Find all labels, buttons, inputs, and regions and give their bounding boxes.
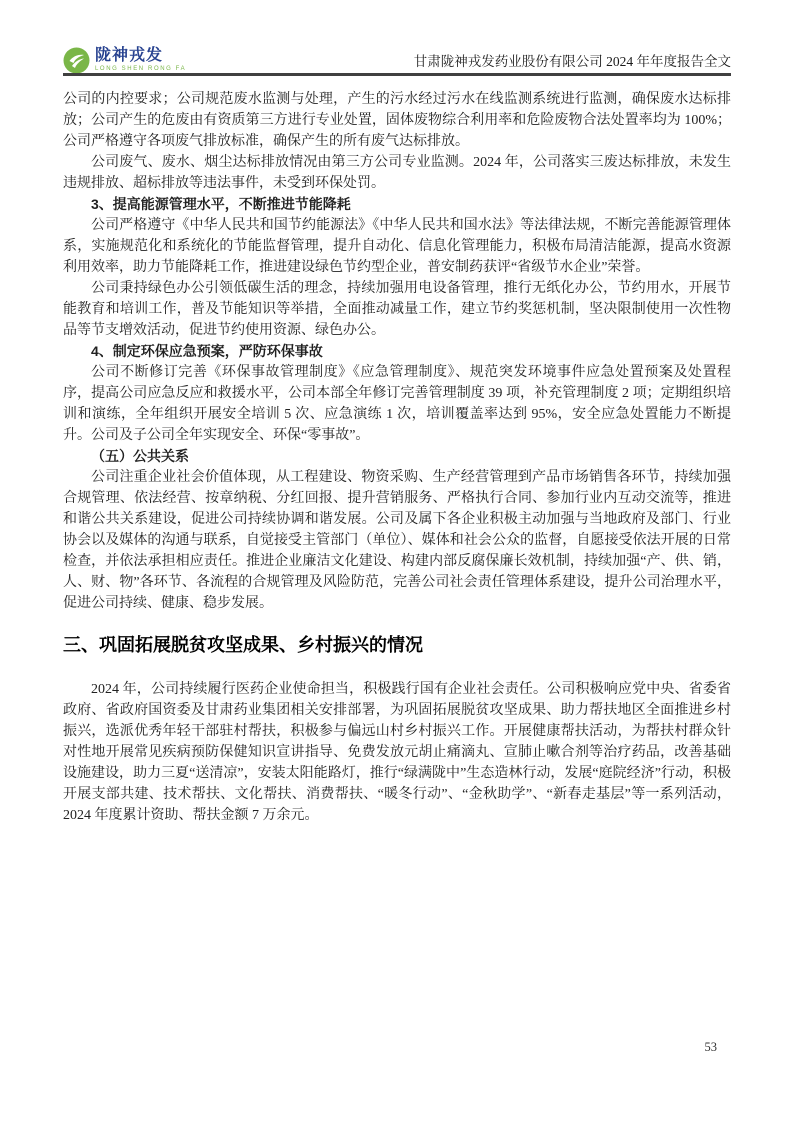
paragraph-emissions-monitoring: 公司废气、废水、烟尘达标排放情况由第三方公司专业监测。2024 年，公司落实三废达标排放，未发生违规排放、超标排放等违法事件，未受到环保处罚。	[63, 155, 731, 191]
logo-brand-cn: 陇神戎发	[95, 47, 164, 64]
subheading-public-relations: （五）公共关系	[91, 448, 189, 464]
header-divider	[63, 73, 731, 76]
paragraph-emergency-systems: 公司不断修订完善《环保事故管理制度》《应急管理制度》、规范突发环境事件应急处置预案及处置程序，提高公司应急反应和救援水平，公司本部全年修订完善管理制度 39 项，补充管理制度 2 项；定期组织培训和演练，全年组织开展安全培训 5 次、应急演练 1 次，培训覆盖率达到 95%，安全应急处置能力不断提升。公司及子公司全年实现安全、环保“零事故”。	[63, 365, 731, 443]
paragraph-green-office: 公司秉持绿色办公引领低碳生活的理念，持续加强用电设备管理，推行无纸化办公，节约用水，开展节能教育和培训工作，普及节能知识等举措，全面推动减量工作，建立节约奖惩机制，坚决限制使用一次性物品等节支增效活动，促进节约使用资源、绿色办公。	[63, 281, 731, 338]
company-logo	[63, 47, 186, 74]
logo-brand-en: LONG SHEN RONG FA	[95, 66, 187, 72]
paragraph-rural-revitalization: 2024 年，公司持续履行医药企业使命担当，积极践行国有企业社会责任。公司积极响应党中央、省委省政府、省政府国资委及甘肃药业集团相关安排部署，为巩固拓展脱贫攻坚成果、助力帮扶地区全面推进乡村振兴，选派优秀年轻干部驻村帮扶，积极参与偏远山村乡村振兴工作。开展健康帮扶活动，为帮扶村群众针对性地开展常见疾病预防保健知识宣讲指导、免费发放元胡止痛滴丸、宣肺止嗽合剂等治疗药品，改善基础设施建设，助力三夏“送清凉”，安装太阳能路灯，推行“绿满陇中”生态造林行动，发展“庭院经济”行动，积极开展支部共建、技术帮扶、文化帮扶、消费帮扶、“暖冬行动”、“金秋助学”、“新春走基层”等一系列活动，2024 年度累计资助、帮扶金额 7 万余元。	[63, 682, 731, 823]
page-footer	[705, 1040, 718, 1055]
document-body	[63, 89, 731, 826]
report-title: 甘肃陇神戎发药业股份有限公司 2024 年年度报告全文	[413, 54, 731, 69]
logo-text	[95, 48, 186, 72]
paragraph-energy-law: 公司严格遵守《中华人民共和国节约能源法》《中华人民共和国水法》等法律法规，不断完善能源管理体系，实施规范化和系统化的节能监督管理，提升自动化、信息化管理能力，积极布局清洁能源，提高水资源利用效率，助力节能降耗工作，推进建设绿色节约型企业，普安制药获评“省级节水企业”荣誉。	[63, 218, 731, 275]
page-header	[63, 46, 731, 74]
paragraph-environment-controls: 公司的内控要求；公司规范废水监测与处理，产生的污水经过污水在线监测系统进行监测，确保废水达标排放；公司产生的危废由有资质第三方进行专业处置，固体废物综合利用率和危险废物合法处置率均为 100%；公司严格遵守各项废气排放标准，确保产生的所有废气达标排放。	[63, 92, 731, 149]
paragraph-public-relations: 公司注重企业社会价值体现，从工程建设、物资采购、生产经营管理到产品市场销售各环节，持续加强合规管理、依法经营、按章纳税、分红回报、提升营销服务、严格执行合同、参加行业内互动交流等，推进和谐公共关系建设，促进公司持续协调和谐发展。公司及属下各企业积极主动加强与当地政府及部门、行业协会以及媒体的沟通与联系，自觉接受主管部门（单位）、媒体和社会公众的监督，自愿接受依法开展的日常检查，并依法承担相应责任。推进企业廉洁文化建设、构建内部反腐保廉长效机制，持续加强“产、供、销，人、财、物”各环节、各流程的合规管理及风险防范，完善公司社会责任管理体系建设，提升公司治理水平，促进公司持续、健康、稳步发展。	[63, 470, 731, 611]
subheading-emergency-plan: 4、制定环保应急预案，严防环保事故	[91, 343, 323, 359]
subheading-energy-management: 3、提高能源管理水平，不断推进节能降耗	[91, 196, 351, 212]
longshen-logo-icon	[63, 47, 90, 74]
page-number: 53	[704, 1040, 717, 1054]
section-heading-rural-revitalization: 三、巩固拓展脱贫攻坚成果、乡村振兴的情况	[63, 635, 423, 655]
